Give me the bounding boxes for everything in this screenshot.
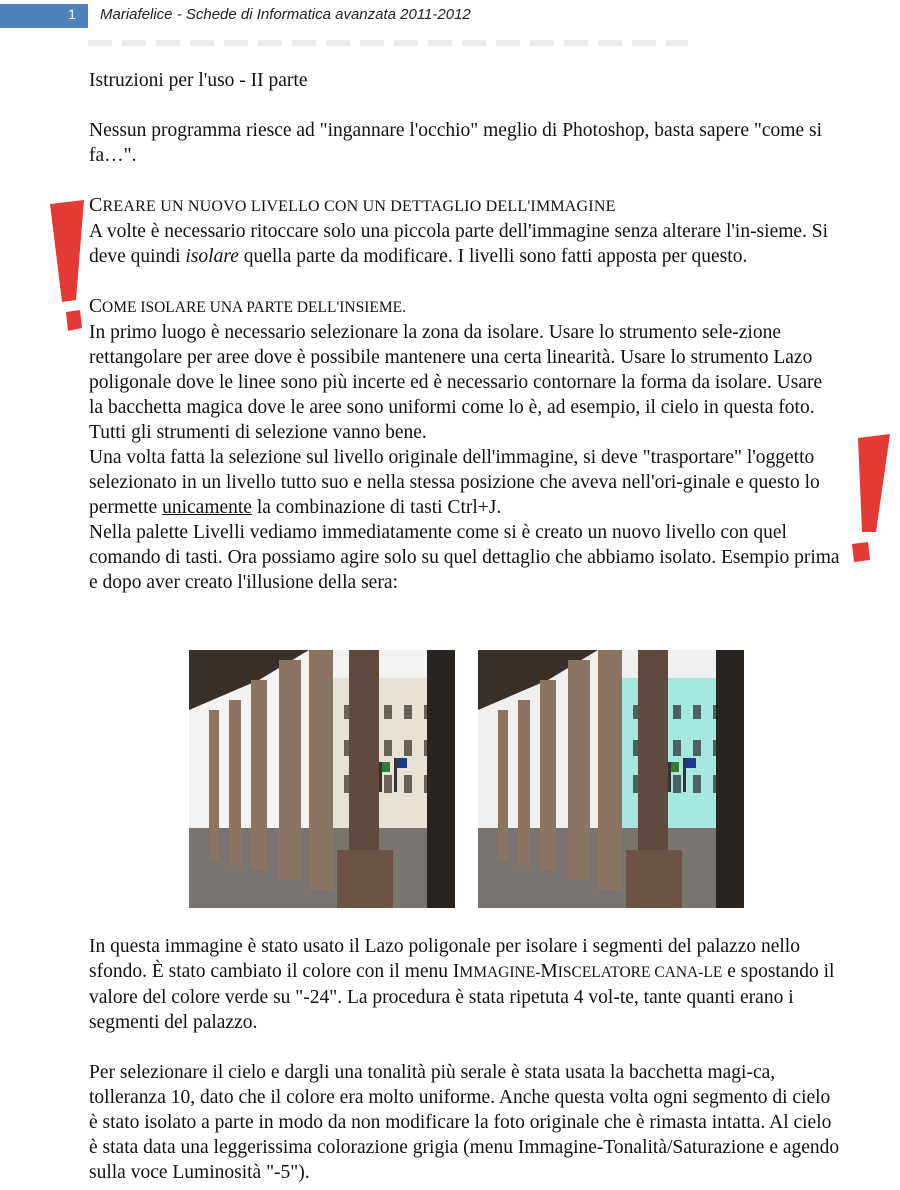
section-heading-isolate <box>89 294 841 320</box>
heading-initial: C <box>89 296 103 317</box>
menu-text: ISCELATORE CANA-LE <box>557 964 723 981</box>
text-run: la combinazione di tasti Ctrl+J. <box>251 497 502 518</box>
photo-after <box>478 650 744 908</box>
text-run: Una volta fatta la selezione sul livello originale dell'immagine, si deve "trasportare" l'oggetto selezionato in un livello tutto suo e nella stessa posizione che aveva nell'ori-ginale e questo lo permette <box>89 447 820 518</box>
text-run: A volte è necessario ritoccare solo una piccola parte dell'immagine senza alterare l'in-sieme. Si deve quindi <box>89 221 829 267</box>
section2-paragraph-2 <box>89 445 841 520</box>
heading-rest: OME ISOLARE UNA PARTE DELL'INSIEME. <box>102 299 406 316</box>
page-header <box>0 4 900 28</box>
menu-separator: - <box>535 964 541 981</box>
menu-text: MMAGINE <box>459 964 536 981</box>
lower-text <box>89 934 841 1185</box>
header-title: Mariafelice - Schede di Informatica avanzata 2011-2012 <box>100 6 471 23</box>
heading-rest: REARE UN NUOVO LIVELLO CON UN DETTAGLIO DELL'IMMAGINE <box>102 198 616 215</box>
page-number: 1 <box>68 6 76 22</box>
heading-initial: C <box>89 194 103 216</box>
exclamation-mark-icon <box>846 432 892 566</box>
header-dashed-divider <box>88 40 688 46</box>
menu-path <box>452 961 723 982</box>
page-title: Istruzioni per l'uso - II parte <box>89 70 308 91</box>
text-run: In questa immagine è stato usato il Lazo poligonale per isolare i segmenti del palazzo nello sfondo. È stato cambiato il colore con il menu <box>89 936 800 982</box>
section3-paragraph-1 <box>89 934 841 1035</box>
section1-paragraph <box>89 219 841 269</box>
section2-paragraph-1: In primo luogo è necessario selezionare la zona da isolare. Usare lo strumento sele-zione rettangolare per aree dove è possibile mantenere una certa linearità. Usare lo strumento Lazo poligonale dove le linee sono più incerte ed è necessario contornare la forma da isolare. Usare la bacchetta magica dove le aree sono uniformi come lo è, ad esempio, il cielo in questa foto. Tutti gli strumenti di selezione vanno bene. <box>89 322 823 443</box>
photo-before <box>189 650 455 908</box>
section3-paragraph-2: Per selezionare il cielo e dargli una tonalità più serale è stata usata la bacchetta magi-ca, tolleranza 10, dato che il colore era molto uniforme. Anche questa volta ogni segmento di cielo è stato isolato a parte in modo da non modificare la foto originale che è rimasta intatta. Al cielo è stata data una leggerissima colorazione grigia (menu Immagine-Tonalità/Saturazione e agendo sulla voce Luminosità "-5"). <box>89 1062 840 1183</box>
main-text <box>89 68 841 595</box>
section-heading-create-layer <box>89 193 841 219</box>
menu-initial: I <box>452 961 460 982</box>
section2-paragraph-3: Nella palette Livelli vediamo immediatamente come si è creato un nuovo livello con quel comando di tasti. Ora possiamo agire solo su quel dettaglio che abbiamo isolato. Esempio prima e dopo aver creato l'illusione della sera: <box>89 522 840 593</box>
emphasis-text: isolare <box>185 246 239 267</box>
text-run: e spostando il valore del colore verde su "-24". La procedura è stata ripetuta 4 vol-te, tante quanti erano i segmenti del palazzo. <box>89 961 835 1033</box>
text-run: quella parte da modificare. I livelli sono fatti apposta per questo. <box>238 246 748 267</box>
page-number-box <box>0 4 88 28</box>
intro-paragraph: Nessun programma riesce ad "ingannare l'occhio" meglio di Photoshop, basta sapere "come si fa…". <box>89 120 822 166</box>
menu-initial: M <box>540 961 558 982</box>
exclamation-mark-icon <box>46 198 90 334</box>
underlined-text: unicamente <box>162 497 252 518</box>
before-after-photos <box>189 650 745 908</box>
